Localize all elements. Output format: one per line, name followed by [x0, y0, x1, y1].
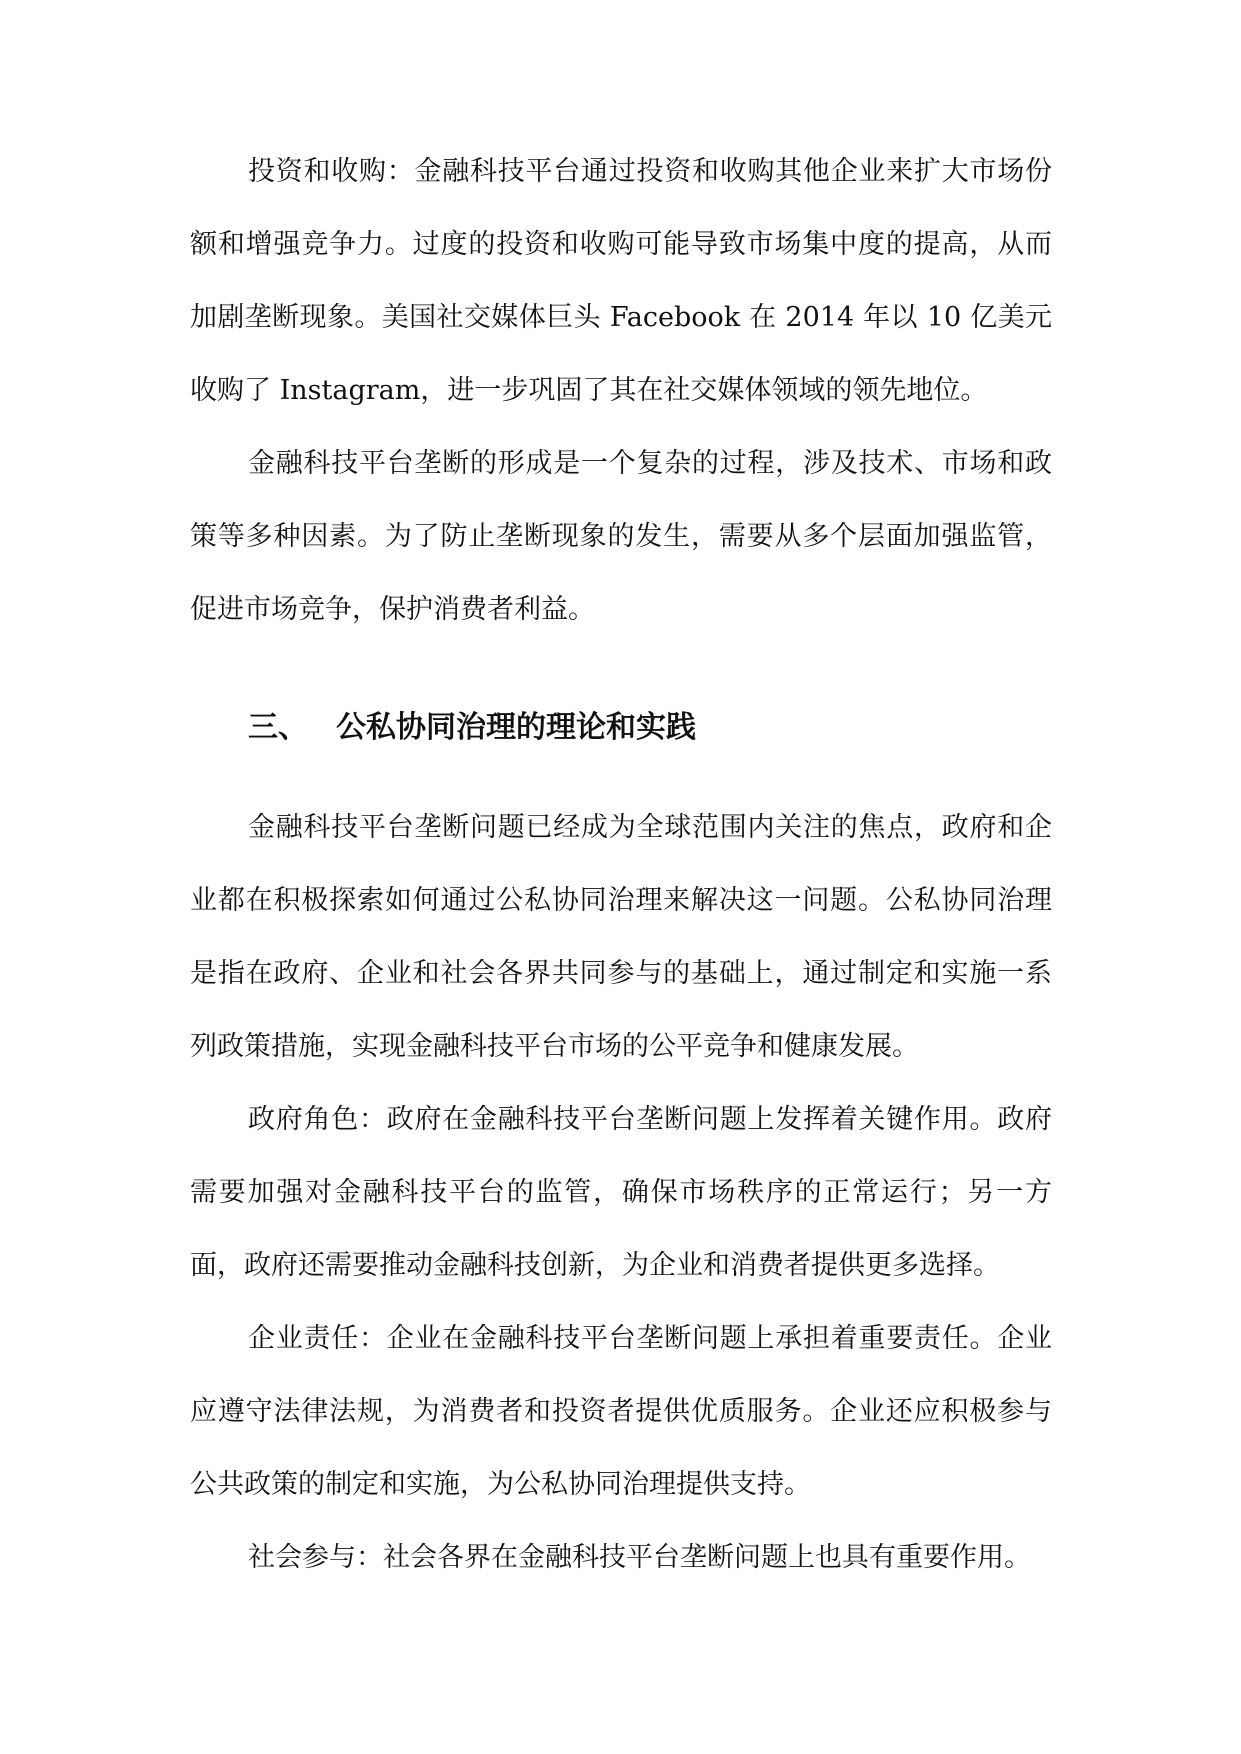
section-heading: [248, 706, 696, 750]
paragraph-social-participation: 社会参与：社会各界在金融科技平台垄断问题上也具有重要作用。: [248, 1542, 1031, 1573]
paragraph-enterprise-responsibility: 企业责任：企业在金融科技平台垄断问题上承担着重要责任。企业应遵守法律法规，为消费者和投资者提供优质服务。企业还应积极参与公共政策的制定和实施，为公私协同治理提供支持。: [190, 1323, 1052, 1500]
section-title: 公私协同治理的理论和实践: [336, 710, 696, 745]
paragraph-monopoly-formation: 金融科技平台垄断的形成是一个复杂的过程，涉及技术、市场和政策等多种因素。为了防止垄断现象的发生，需要从多个层面加强监管，促进市场竞争，保护消费者利益。: [190, 448, 1052, 625]
paragraph-government-role: 政府角色：政府在金融科技平台垄断问题上发挥着关键作用。政府需要加强对金融科技平台的监管，确保市场秩序的正常运行；另一方面，政府还需要推动金融科技创新，为企业和消费者提供更多选择。: [190, 1104, 1052, 1281]
paragraph-public-private-governance: 金融科技平台垄断问题已经成为全球范围内关注的焦点，政府和企业都在积极探索如何通过公私协同治理来解决这一问题。公私协同治理是指在政府、企业和社会各界共同参与的基础上，通过制定和实施一系列政策措施，实现金融科技平台市场的公平竞争和健康发展。: [190, 812, 1052, 1062]
section-number: 三、: [248, 710, 308, 745]
paragraph-investment-acquisition: 投资和收购：金融科技平台通过投资和收购其他企业来扩大市场份额和增强竞争力。过度的投资和收购可能导致市场集中度的提高，从而加剧垄断现象。美国社交媒体巨头 Facebook 在 2014 年以 10 亿美元收购了 Instagram，进一步巩固了其在社交媒体领域的领先地位。: [190, 156, 1052, 406]
